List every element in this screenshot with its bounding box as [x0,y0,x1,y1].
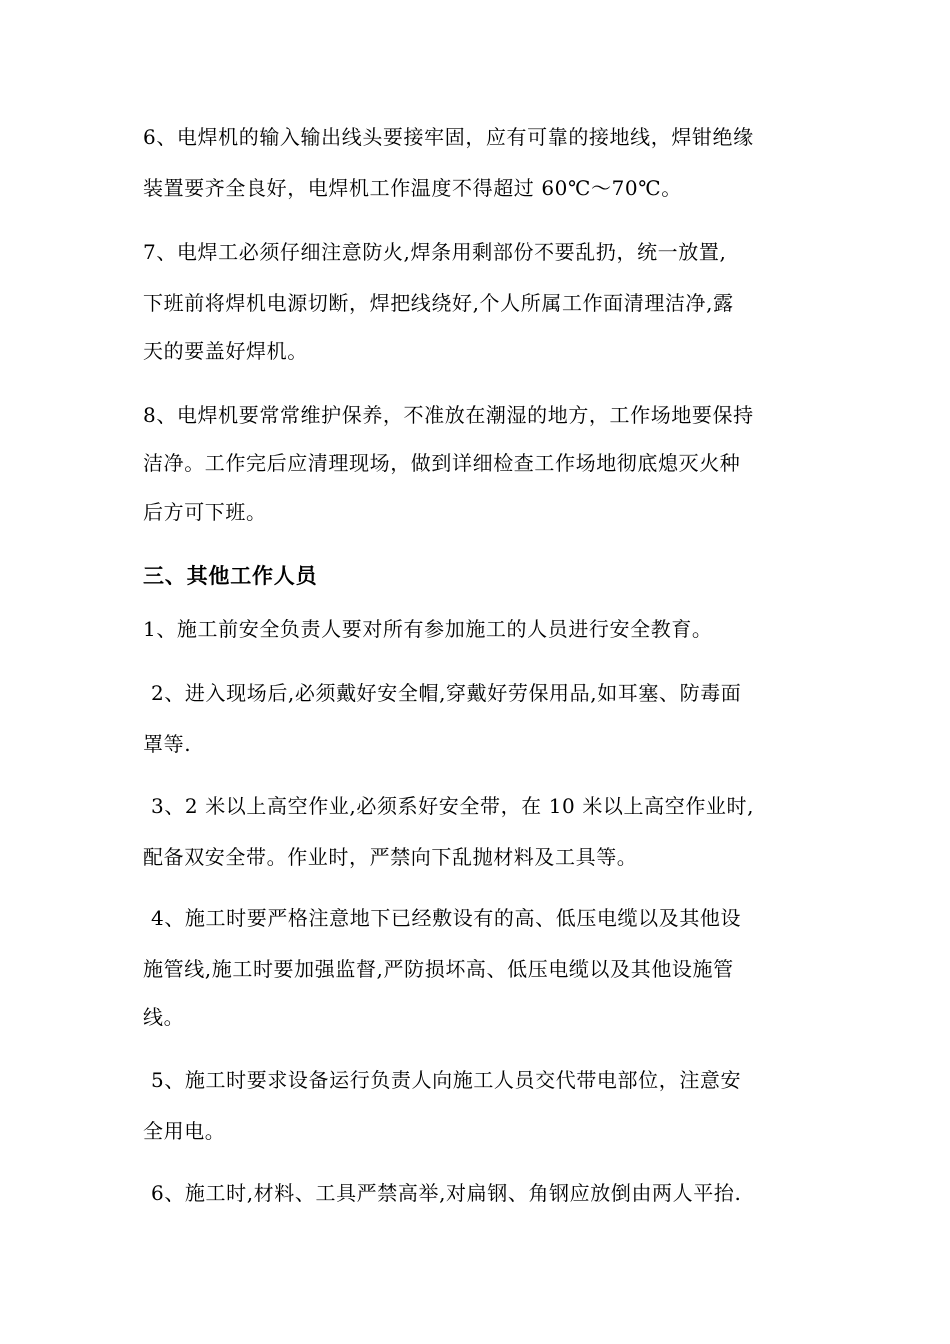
para7-line2: 下班前将焊机电源切断，焊把线绕好,个人所属工作面清理洁净,露 [143,291,734,315]
para7-line3: 天的要盖好焊机。 [143,339,308,363]
para6-line1: 6、电焊机的输入输出线头要接牢固，应有可靠的接地线，焊钳绝缘 [143,125,754,149]
item4-line3: 线。 [143,1005,185,1029]
item4-line2: 施管线,施工时要加强监督,严防损坏高、低压电缆以及其他设施管 [143,957,734,981]
item5-line1: 5、施工时要求设备运行负责人向施工人员交代带电部位，注意安 [151,1068,742,1092]
para8-line1: 8、电焊机要常常维护保养，不准放在潮湿的地方，工作场地要保持 [143,403,754,427]
item2-line2: 罩等. [143,732,192,756]
para6-line2: 装置要齐全良好，电焊机工作温度不得超过 60℃～70℃。 [143,176,682,200]
para8-line2: 洁净。工作完后应清理现场，做到详细检查工作场地彻底熄灭火种 [143,451,741,475]
item6-line1: 6、施工时,材料、工具严禁高举,对扁钢、角钢应放倒由两人平抬. [151,1181,742,1205]
item5-line2: 全用电。 [143,1119,226,1143]
para8-line3: 后方可下班。 [143,500,267,524]
item3-line2: 配备双安全带。作业时，严禁向下乱抛材料及工具等。 [143,845,638,869]
item3-line1: 3、2 米以上高空作业,必须系好安全带，在 10 米以上高空作业时, [151,794,755,818]
para7-line1: 7、电焊工必须仔细注意防火,焊条用剩部份不要乱扔，统一放置, [143,240,727,264]
item4-line1: 4、施工时要严格注意地下已经敷设有的高、低压电缆以及其他设 [151,906,742,930]
item1-line1: 1、施工前安全负责人要对所有参加施工的人员进行安全教育。 [143,617,713,641]
section-heading: 三、其他工作人员 [143,564,318,588]
item2-line1: 2、进入现场后,必须戴好安全帽,穿戴好劳保用品,如耳塞、防毒面 [151,681,742,705]
